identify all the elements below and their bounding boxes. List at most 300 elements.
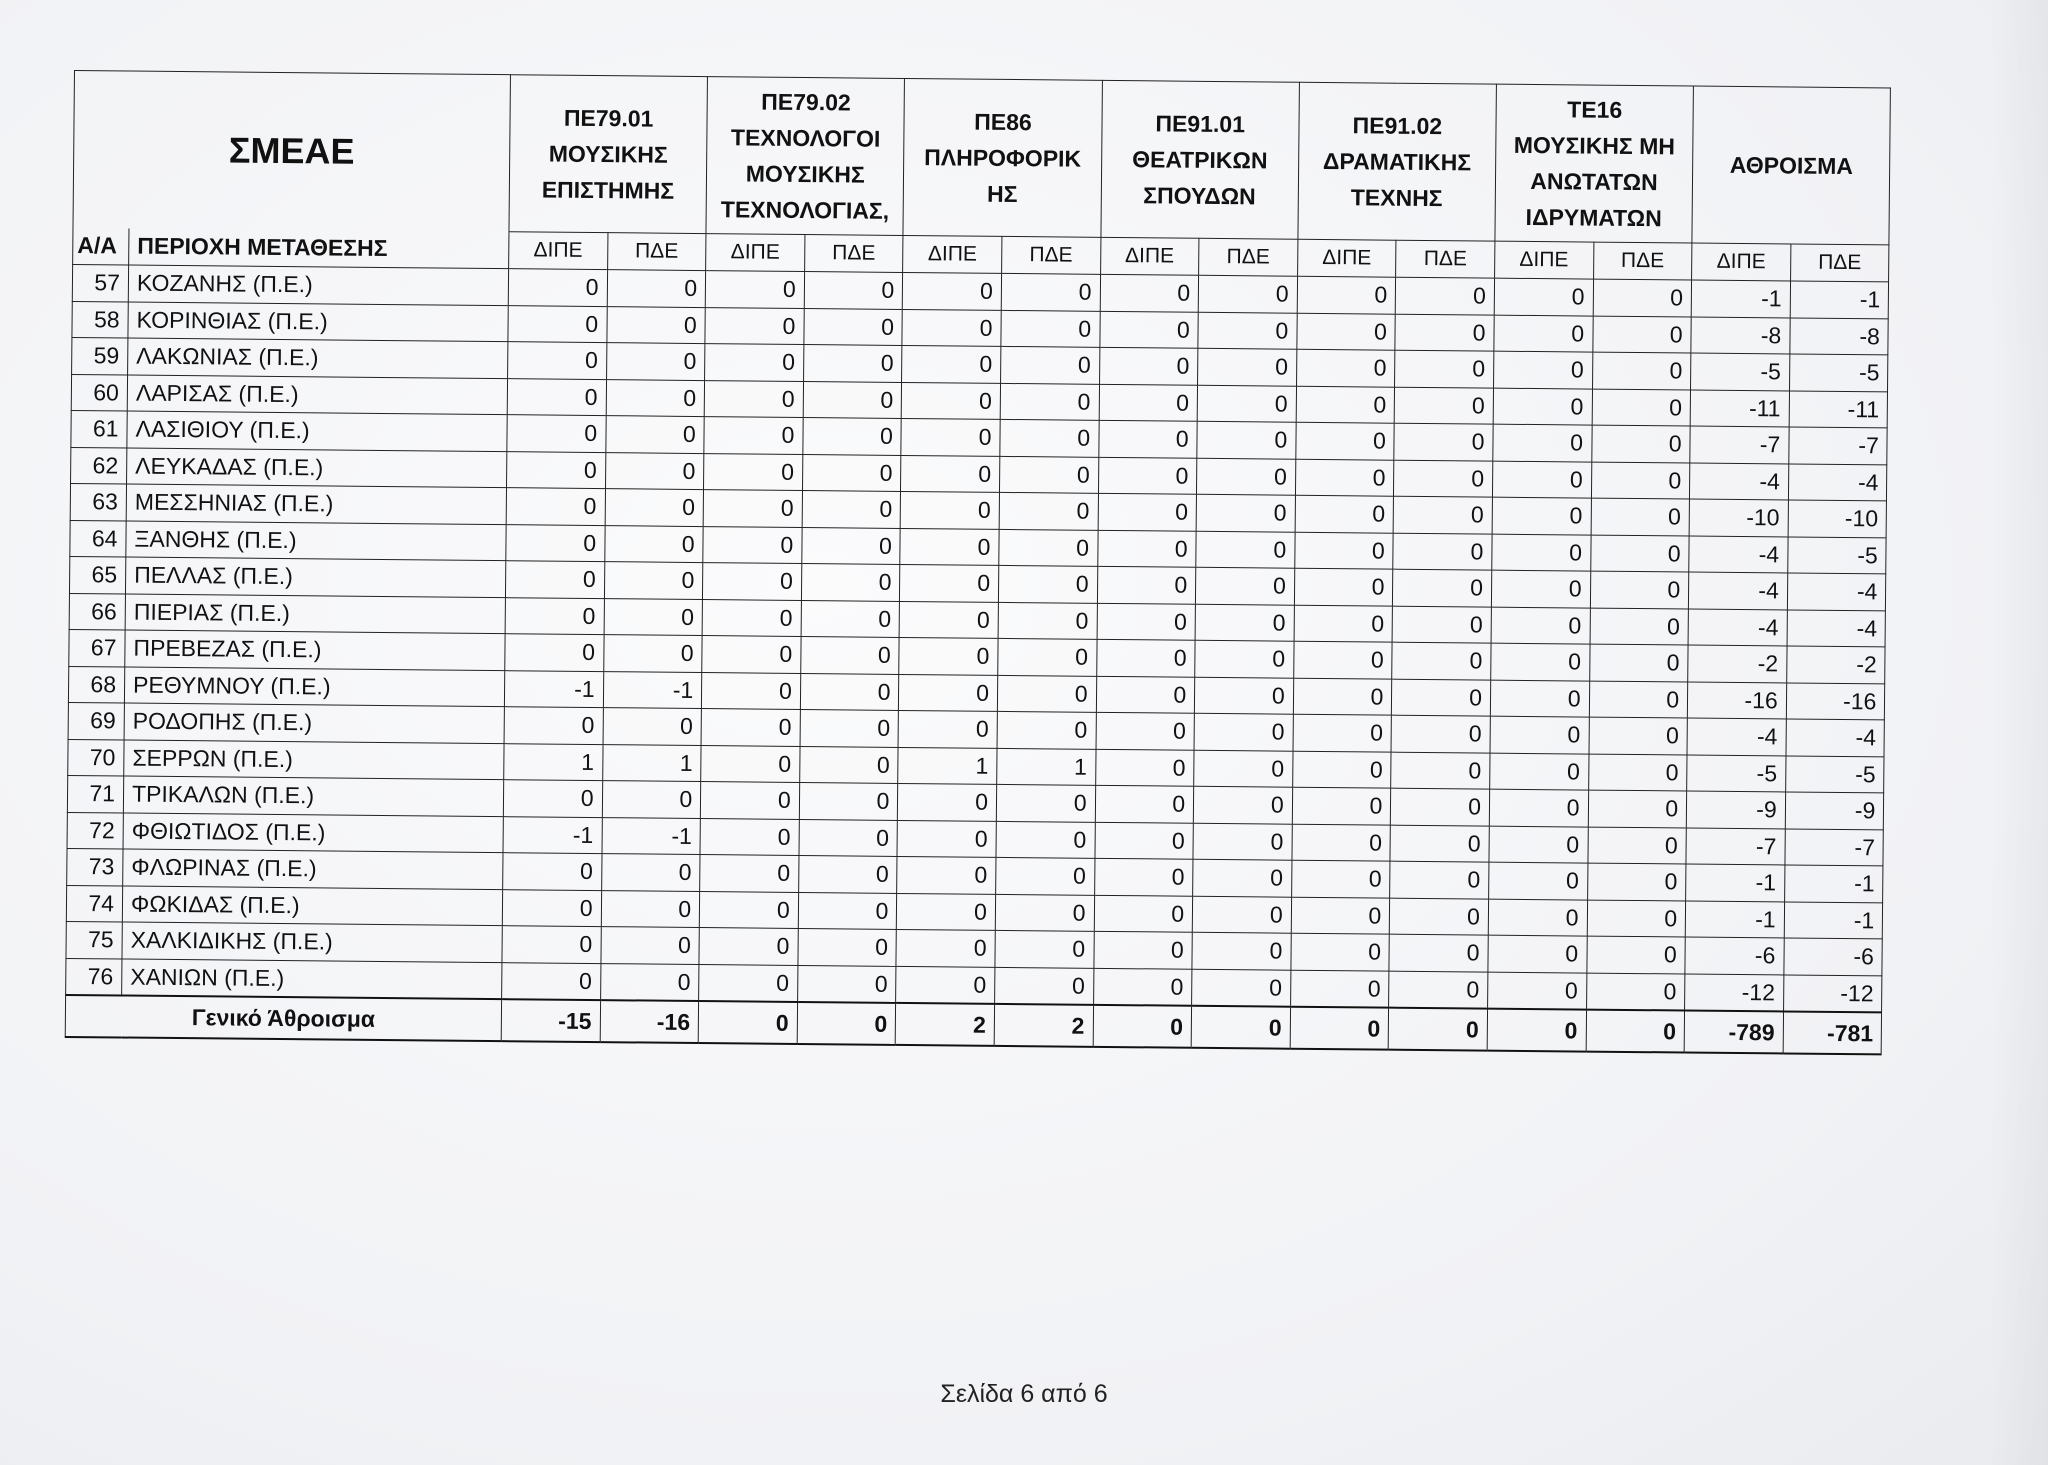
value-cell: 0	[1591, 498, 1690, 535]
value-cell: 0	[1393, 569, 1492, 606]
value-cell: 0	[896, 966, 995, 1004]
table-body	[65, 264, 1889, 1054]
total-value-cell: 0	[1487, 1009, 1586, 1052]
value-cell: 1	[997, 748, 1096, 785]
value-cell: 0	[799, 746, 898, 783]
value-cell: 0	[1590, 571, 1689, 608]
row-number: 59	[72, 337, 128, 374]
value-cell: -6	[1784, 938, 1883, 975]
total-value-cell: 0	[698, 1001, 797, 1044]
region-name: ΧΑΛΚΙΔΙΚΗΣ (Π.Ε.)	[122, 922, 502, 962]
transfer-table	[65, 70, 1892, 1055]
value-cell: -12	[1783, 974, 1882, 1012]
value-cell: 0	[1194, 713, 1293, 750]
value-cell: 0	[1192, 969, 1291, 1007]
value-cell: 0	[1295, 459, 1394, 496]
value-cell: 0	[601, 927, 700, 964]
value-cell: 0	[502, 889, 601, 926]
value-cell: 0	[1297, 313, 1396, 350]
value-cell: 0	[1096, 676, 1195, 713]
value-cell: 0	[1491, 643, 1590, 680]
value-cell: 0	[804, 308, 903, 345]
value-cell: 0	[1096, 712, 1195, 749]
value-cell: 0	[902, 382, 1001, 419]
value-cell: 0	[897, 820, 996, 857]
category-name: ΤΕΧΝΟΛΟΓΟΙ	[730, 124, 881, 152]
value-cell: -1	[602, 817, 701, 854]
value-cell: -11	[1789, 390, 1888, 427]
total-value-cell: -15	[501, 999, 600, 1042]
value-cell: 0	[1394, 423, 1493, 460]
row-number: 75	[66, 921, 122, 958]
value-cell: 0	[899, 601, 998, 638]
row-number: 62	[71, 447, 127, 484]
value-cell: 0	[803, 381, 902, 418]
value-cell: 0	[1196, 567, 1295, 604]
value-cell: 0	[996, 784, 1095, 821]
value-cell: 0	[998, 565, 1097, 602]
value-cell: 0	[1000, 419, 1099, 456]
value-cell: 0	[1292, 824, 1391, 861]
value-cell: 0	[1291, 860, 1390, 897]
value-cell: 0	[1589, 717, 1688, 754]
value-cell: 0	[1292, 787, 1391, 824]
category-name: ΙΔΡΥΜΑΤΩΝ	[1525, 203, 1662, 232]
value-cell: 0	[1491, 607, 1590, 644]
value-cell: 0	[1590, 535, 1689, 572]
value-cell: 0	[1292, 751, 1391, 788]
value-cell: 0	[600, 963, 699, 1001]
value-cell: 0	[502, 962, 601, 1000]
value-cell: 0	[704, 380, 803, 417]
value-cell: -6	[1685, 937, 1784, 974]
value-cell: 0	[1586, 936, 1685, 973]
value-cell: 0	[1493, 388, 1592, 425]
value-cell: 0	[998, 638, 1097, 675]
value-cell: 0	[1294, 605, 1393, 642]
value-cell: 0	[1490, 680, 1589, 717]
header-row-categories	[73, 71, 1891, 245]
row-number: 57	[72, 264, 128, 301]
value-cell: 0	[996, 857, 1095, 894]
row-number: 69	[68, 702, 124, 739]
value-cell: 0	[1094, 858, 1193, 895]
value-cell: 0	[800, 673, 899, 710]
value-cell: 0	[699, 891, 798, 928]
value-cell: 0	[1592, 316, 1691, 353]
region-name: ΚΟΖΑΝΗΣ (Π.Ε.)	[128, 265, 508, 305]
value-cell: 0	[1293, 641, 1392, 678]
transfer-table-container	[65, 70, 1892, 1055]
value-cell: 0	[1391, 715, 1490, 752]
row-number: 58	[72, 301, 128, 338]
value-cell: 0	[1093, 968, 1192, 1006]
smeae-title: ΣΜΕΑΕ	[73, 71, 510, 232]
value-cell: 0	[1095, 749, 1194, 786]
value-cell: -8	[1691, 317, 1790, 354]
region-name: ΠΙΕΡΙΑΣ (Π.Ε.)	[125, 594, 505, 634]
value-cell: 0	[1196, 494, 1295, 531]
row-number: 70	[68, 739, 124, 776]
value-cell: 0	[606, 379, 705, 416]
value-cell: 0	[1195, 604, 1294, 641]
total-value-cell: 2	[896, 1003, 995, 1046]
value-cell: 0	[507, 415, 606, 452]
category-name: ΤΕΧΝΟΛΟΓΙΑΣ,	[720, 196, 890, 224]
value-cell: 0	[1193, 859, 1292, 896]
row-number: 65	[69, 556, 125, 593]
category-header	[903, 78, 1102, 237]
value-cell: 0	[604, 525, 703, 562]
region-name: ΛΕΥΚΑΔΑΣ (Π.Ε.)	[127, 448, 507, 488]
value-cell: 0	[1097, 566, 1196, 603]
value-cell: 0	[1591, 462, 1690, 499]
row-number: 61	[71, 410, 127, 447]
value-cell: 0	[1392, 606, 1491, 643]
value-cell: 0	[1198, 275, 1297, 312]
pde-header: ΠΔΕ	[1790, 244, 1889, 282]
value-cell: 0	[506, 524, 605, 561]
row-number: 67	[69, 629, 125, 666]
value-cell: -5	[1789, 354, 1888, 391]
value-cell: 0	[1193, 786, 1292, 823]
value-cell: 1	[898, 747, 997, 784]
value-cell: 0	[1095, 785, 1194, 822]
value-cell: 0	[899, 637, 998, 674]
total-value-cell: 0	[1093, 1005, 1192, 1048]
value-cell: -5	[1691, 353, 1790, 390]
value-cell: 0	[1390, 861, 1489, 898]
region-name: ΞΑΝΘΗΣ (Π.Ε.)	[126, 521, 506, 561]
value-cell: -1	[1784, 901, 1883, 938]
value-cell: -1	[1784, 865, 1883, 902]
value-cell: 0	[1098, 493, 1197, 530]
value-cell: -2	[1786, 646, 1885, 683]
value-cell: 0	[605, 489, 704, 526]
value-cell: 0	[1592, 352, 1691, 389]
value-cell: 0	[1395, 314, 1494, 351]
value-cell: 0	[897, 856, 996, 893]
value-cell: 0	[705, 307, 804, 344]
value-cell: 0	[705, 271, 804, 308]
value-cell: 0	[1491, 570, 1590, 607]
value-cell: 0	[505, 597, 604, 634]
pde-header: ΠΔΕ	[1396, 240, 1495, 278]
value-cell: 0	[604, 598, 703, 635]
row-number: 66	[69, 593, 125, 630]
value-cell: 0	[700, 818, 799, 855]
value-cell: -16	[1786, 682, 1885, 719]
value-cell: -4	[1787, 609, 1886, 646]
value-cell: 0	[1586, 973, 1685, 1011]
value-cell: 0	[1198, 312, 1297, 349]
value-cell: 0	[1589, 681, 1688, 718]
value-cell: 0	[1001, 310, 1100, 347]
value-cell: 0	[705, 344, 804, 381]
value-cell: -7	[1686, 828, 1785, 865]
value-cell: 0	[1489, 789, 1588, 826]
value-cell: 0	[1489, 826, 1588, 863]
dipe-header: ΔΙΠΕ	[1495, 241, 1594, 279]
value-cell: 0	[1490, 716, 1589, 753]
value-cell: 0	[1587, 863, 1686, 900]
value-cell: 0	[1295, 532, 1394, 569]
value-cell: 0	[1392, 679, 1491, 716]
value-cell: -1	[504, 670, 603, 707]
value-cell: -9	[1785, 792, 1884, 829]
total-value-cell: 0	[797, 1002, 896, 1045]
category-name: ΜΟΥΣΙΚΗΣ	[745, 160, 865, 188]
region-name: ΠΕΛΛΑΣ (Π.Ε.)	[125, 557, 505, 597]
value-cell: 0	[999, 529, 1098, 566]
value-cell: 0	[798, 855, 897, 892]
value-cell: 0	[1097, 603, 1196, 640]
value-cell: -9	[1686, 791, 1785, 828]
value-cell: 0	[1395, 387, 1494, 424]
dipe-header: ΔΙΠΕ	[1100, 237, 1199, 275]
value-cell: 0	[1488, 972, 1587, 1010]
category-code: ΠΕ79.02	[761, 88, 851, 116]
value-cell: -5	[1785, 755, 1884, 792]
value-cell: 0	[800, 710, 899, 747]
category-name: ΑΝΩΤΑΤΩΝ	[1530, 167, 1658, 196]
value-cell: 0	[901, 491, 1000, 528]
row-number: 63	[70, 483, 126, 520]
pde-header: ΠΔΕ	[1199, 238, 1298, 276]
value-cell: 0	[1494, 278, 1593, 315]
value-cell: -1	[1790, 281, 1889, 318]
region-name: ΦΘΙΩΤΙΔΟΣ (Π.Ε.)	[123, 813, 503, 853]
category-name: ΠΛΗΡΟΦΟΡΙΚ	[924, 144, 1082, 172]
value-cell: 0	[1391, 788, 1490, 825]
value-cell: 0	[903, 272, 1002, 309]
value-cell: 0	[1096, 639, 1195, 676]
value-cell: 0	[701, 709, 800, 746]
value-cell: -4	[1786, 719, 1885, 756]
value-cell: 0	[803, 418, 902, 455]
value-cell: 0	[701, 782, 800, 819]
value-cell: 0	[797, 965, 896, 1003]
value-cell: 0	[502, 926, 601, 963]
value-cell: -5	[1787, 536, 1886, 573]
value-cell: 0	[602, 781, 701, 818]
value-cell: -1	[1691, 280, 1790, 317]
category-code: ΤΕ16	[1567, 96, 1623, 123]
value-cell: 0	[1194, 750, 1293, 787]
value-cell: 0	[1000, 383, 1099, 420]
value-cell: -12	[1685, 974, 1784, 1012]
value-cell: 0	[601, 854, 700, 891]
pde-header: ΠΔΕ	[1002, 236, 1101, 274]
total-value-cell: 0	[1586, 1010, 1685, 1053]
value-cell: -4	[1687, 718, 1786, 755]
value-cell: 0	[703, 526, 802, 563]
value-cell: -8	[1790, 317, 1889, 354]
value-cell: 0	[703, 563, 802, 600]
value-cell: 0	[1095, 822, 1194, 859]
category-code: ΠΕ91.01	[1155, 110, 1246, 138]
category-name: ΤΕΧΝΗΣ	[1350, 184, 1443, 212]
value-cell: 0	[507, 378, 606, 415]
value-cell: 0	[503, 780, 602, 817]
category-code: ΠΕ79.01	[563, 104, 654, 132]
value-cell: 0	[699, 964, 798, 1002]
category-header	[706, 77, 905, 236]
value-cell: 0	[508, 342, 607, 379]
value-cell: 0	[1490, 753, 1589, 790]
value-cell: 0	[605, 416, 704, 453]
value-cell: 0	[1297, 276, 1396, 313]
value-cell: 0	[1291, 933, 1390, 970]
dipe-header: ΔΙΠΕ	[706, 234, 805, 272]
value-cell: 0	[702, 636, 801, 673]
total-value-cell: 2	[994, 1004, 1093, 1047]
row-number: 73	[67, 848, 123, 885]
value-cell: 0	[1293, 714, 1392, 751]
region-name: ΤΡΙΚΑΛΩΝ (Π.Ε.)	[123, 776, 503, 816]
value-cell: 0	[1587, 900, 1686, 937]
value-cell: 0	[802, 454, 901, 491]
value-cell: 0	[605, 452, 704, 489]
value-cell: 0	[1296, 386, 1395, 423]
sum-header	[1692, 86, 1891, 245]
value-cell: 0	[902, 345, 1001, 382]
value-cell: 0	[801, 600, 900, 637]
category-name: ΕΠΙΣΤΗΜΗΣ	[541, 176, 675, 204]
value-cell: 0	[803, 345, 902, 382]
pde-header: ΠΔΕ	[607, 233, 706, 271]
value-cell: -11	[1690, 390, 1789, 427]
value-cell: 0	[704, 453, 803, 490]
dipe-header: ΔΙΠΕ	[509, 232, 608, 270]
value-cell: 0	[503, 853, 602, 890]
dipe-header: ΔΙΠΕ	[1297, 239, 1396, 277]
value-cell: 0	[999, 492, 1098, 529]
region-name: ΡΕΘΥΜΝΟΥ (Π.Ε.)	[124, 667, 504, 707]
value-cell: 0	[798, 928, 897, 965]
value-cell: 0	[702, 599, 801, 636]
value-cell: 0	[1295, 495, 1394, 532]
row-number: 64	[70, 520, 126, 557]
value-cell: 0	[1094, 895, 1193, 932]
value-cell: 0	[699, 928, 798, 965]
value-cell: 0	[1296, 349, 1395, 386]
value-cell: 0	[1390, 898, 1489, 935]
category-header	[1298, 82, 1497, 241]
category-name: ΔΡΑΜΑΤΙΚΗΣ	[1322, 147, 1472, 176]
value-cell: 0	[1098, 457, 1197, 494]
category-name: ΜΟΥΣΙΚΗΣ ΜΗ	[1513, 131, 1676, 160]
total-value-cell: -781	[1783, 1011, 1882, 1054]
value-cell: 1	[602, 744, 701, 781]
value-cell: 0	[801, 637, 900, 674]
category-name: ΣΠΟΥΔΩΝ	[1143, 182, 1256, 210]
value-cell: -5	[1687, 755, 1786, 792]
value-cell: 0	[898, 783, 997, 820]
paper-shadow	[1988, 0, 2048, 1465]
value-cell: 0	[1197, 385, 1296, 422]
value-cell: 0	[1195, 640, 1294, 677]
value-cell: -4	[1689, 572, 1788, 609]
value-cell: 0	[505, 634, 604, 671]
value-cell: 0	[1588, 754, 1687, 791]
region-name: ΜΕΣΣΗΝΙΑΣ (Π.Ε.)	[126, 484, 506, 524]
total-value-cell: 0	[1191, 1006, 1290, 1049]
value-cell: 0	[606, 343, 705, 380]
category-code: ΠΕ86	[974, 108, 1032, 136]
value-cell: 0	[1197, 421, 1296, 458]
value-cell: 0	[998, 602, 1097, 639]
value-cell: 0	[603, 635, 702, 672]
value-cell: 0	[1394, 460, 1493, 497]
region-name: ΦΩΚΙΔΑΣ (Π.Ε.)	[122, 886, 502, 926]
row-number: 74	[66, 885, 122, 922]
page-number: Σελίδα 6 από 6	[940, 1380, 1108, 1408]
value-cell: 0	[1001, 346, 1100, 383]
value-cell: 0	[1195, 677, 1294, 714]
value-cell: 0	[802, 491, 901, 528]
category-header	[509, 75, 708, 234]
category-code: ΠΕ91.02	[1352, 112, 1443, 140]
value-cell: 0	[1389, 934, 1488, 971]
value-cell: 0	[1396, 277, 1495, 314]
category-header	[1101, 80, 1300, 239]
value-cell: 0	[1492, 497, 1591, 534]
value-cell: 0	[1493, 351, 1592, 388]
value-cell: 0	[902, 309, 1001, 346]
value-cell: 0	[1290, 970, 1389, 1008]
value-cell: 0	[1493, 424, 1592, 461]
value-cell: -1	[1685, 901, 1784, 938]
value-cell: 1	[504, 743, 603, 780]
value-cell: 0	[804, 272, 903, 309]
value-cell: 0	[1593, 279, 1692, 316]
region-name: ΛΑΣΙΘΙΟΥ (Π.Ε.)	[127, 411, 507, 451]
total-value-cell: -16	[600, 1000, 699, 1043]
value-cell: 0	[1489, 862, 1588, 899]
value-cell: -4	[1690, 463, 1789, 500]
value-cell: 0	[1098, 420, 1197, 457]
value-cell: 0	[508, 269, 607, 306]
value-cell: 0	[1488, 899, 1587, 936]
value-cell: 0	[802, 527, 901, 564]
value-cell: -4	[1787, 573, 1886, 610]
value-cell: 0	[1093, 931, 1192, 968]
value-cell: 0	[1097, 530, 1196, 567]
value-cell: 0	[702, 672, 801, 709]
value-cell: -10	[1689, 499, 1788, 536]
value-cell: -7	[1690, 426, 1789, 463]
value-cell: -7	[1789, 427, 1888, 464]
value-cell: 0	[1197, 458, 1296, 495]
total-value-cell: 0	[1389, 1008, 1488, 1051]
value-cell: 0	[1391, 752, 1490, 789]
value-cell: 0	[1296, 422, 1395, 459]
value-cell: 0	[1294, 568, 1393, 605]
aa-header: Α/Α	[73, 227, 129, 265]
value-cell: 0	[607, 270, 706, 307]
value-cell: 0	[996, 821, 1095, 858]
value-cell: 0	[1393, 496, 1492, 533]
total-label: Γενικό Άθροισμα	[65, 995, 501, 1041]
value-cell: -4	[1788, 463, 1887, 500]
row-number: 76	[66, 958, 122, 996]
category-name: ΜΟΥΣΙΚΗΣ	[548, 140, 668, 168]
value-cell: 0	[1193, 823, 1292, 860]
value-cell: 0	[1389, 971, 1488, 1009]
value-cell: 0	[505, 561, 604, 598]
value-cell: 0	[1001, 273, 1100, 310]
